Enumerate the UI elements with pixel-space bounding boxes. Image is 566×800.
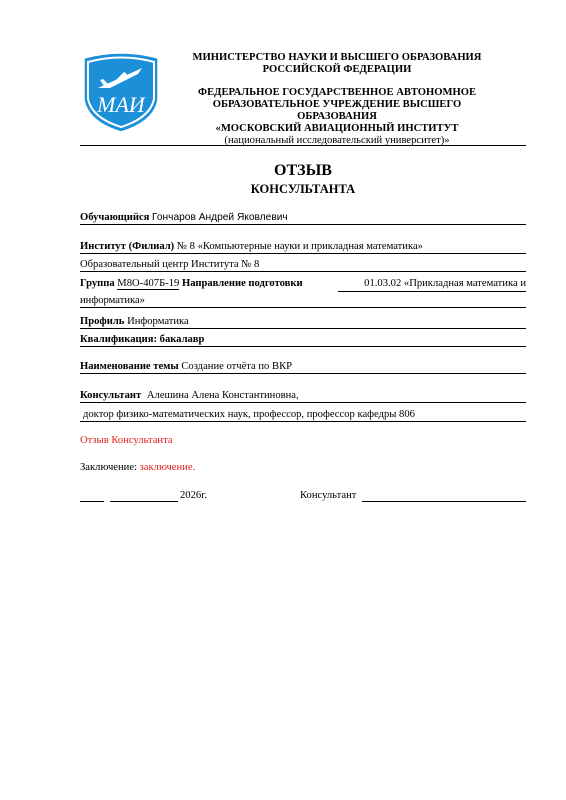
org-line-2: ОБРАЗОВАТЕЛЬНОЕ УЧРЕЖДЕНИЕ ВЫСШЕГО ОБРАЗОВАНИЯ (212, 99, 462, 122)
direction-row-2 (80, 294, 526, 308)
conclusion-value: заключение. (139, 462, 196, 473)
org-line-4: (национальный исследовательский университет)» (224, 135, 450, 146)
header-divider (80, 145, 526, 146)
student-row (80, 211, 526, 225)
date-month-blank (110, 501, 178, 502)
institute-center: Образовательный центр Института № 8 (80, 259, 260, 270)
topic-row (80, 360, 526, 374)
topic-value: Создание отчёта по ВКР (181, 361, 293, 372)
qualification-row (80, 333, 526, 347)
ministry-line-1: МИНИСТЕРСТВО НАУКИ И ВЫСШЕГО ОБРАЗОВАНИЯ (192, 52, 482, 63)
organization-header (172, 87, 502, 147)
document-title: ОТЗЫВ (274, 162, 332, 179)
conclusion-row (80, 461, 195, 474)
institute-center-row (80, 258, 526, 272)
group-label: Группа (80, 278, 115, 289)
conclusion-label: Заключение: (80, 462, 137, 473)
consultant-name: Алешина Алена Константиновна, (146, 390, 299, 401)
student-name: Гончаров Андрей Яковлевич (152, 212, 288, 223)
signature-role: Консультант (300, 490, 357, 501)
direction-value-2: информатика» (80, 295, 145, 306)
qualification-value: бакалавр (159, 334, 205, 345)
mai-logo-icon (80, 50, 162, 134)
consultant-degree-row (80, 408, 526, 422)
direction-value-1: 01.03.02 «Прикладная математика и (364, 278, 526, 289)
institute-value: № 8 «Компьютерные науки и прикладная математика» (176, 241, 423, 252)
profile-label: Профиль (80, 316, 125, 327)
signature-year: 2026г. (180, 490, 207, 501)
consultant-degree: доктор физико-математических наук, профессор, профессор кафедры 806 (83, 409, 415, 420)
date-day-blank (80, 501, 104, 502)
institute-row (80, 240, 526, 254)
topic-label: Наименование темы (80, 361, 179, 372)
direction-underline (338, 291, 526, 292)
consultant-row (80, 389, 526, 403)
org-line-1: ФЕДЕРАЛЬНОЕ ГОСУДАРСТВЕННОЕ АВТОНОМНОЕ (197, 87, 477, 98)
consultant-label: Консультант (80, 390, 142, 401)
review-text: Отзыв Консультанта (80, 435, 173, 446)
direction-label: Направление подготовки (181, 278, 303, 289)
institute-label: Институт (Филиал) (80, 241, 175, 252)
profile-row (80, 315, 526, 329)
qualification-label: Квалификация: (80, 334, 157, 345)
profile-value: Информатика (127, 316, 189, 327)
ministry-line-2: РОССИЙСКОЙ ФЕДЕРАЦИИ (262, 64, 412, 75)
ministry-header (172, 52, 502, 76)
logo-text: МАИ (97, 92, 145, 117)
signature-blank (362, 501, 526, 502)
group-row (80, 277, 526, 290)
student-label: Обучающийся (80, 212, 150, 223)
org-line-3: «МОСКОВСКИЙ АВИАЦИОННЫЙ ИНСТИТУТ (215, 123, 459, 134)
group-value: М8О-407Б-19 (117, 278, 180, 289)
document-subtitle: КОНСУЛЬТАНТА (250, 182, 356, 196)
